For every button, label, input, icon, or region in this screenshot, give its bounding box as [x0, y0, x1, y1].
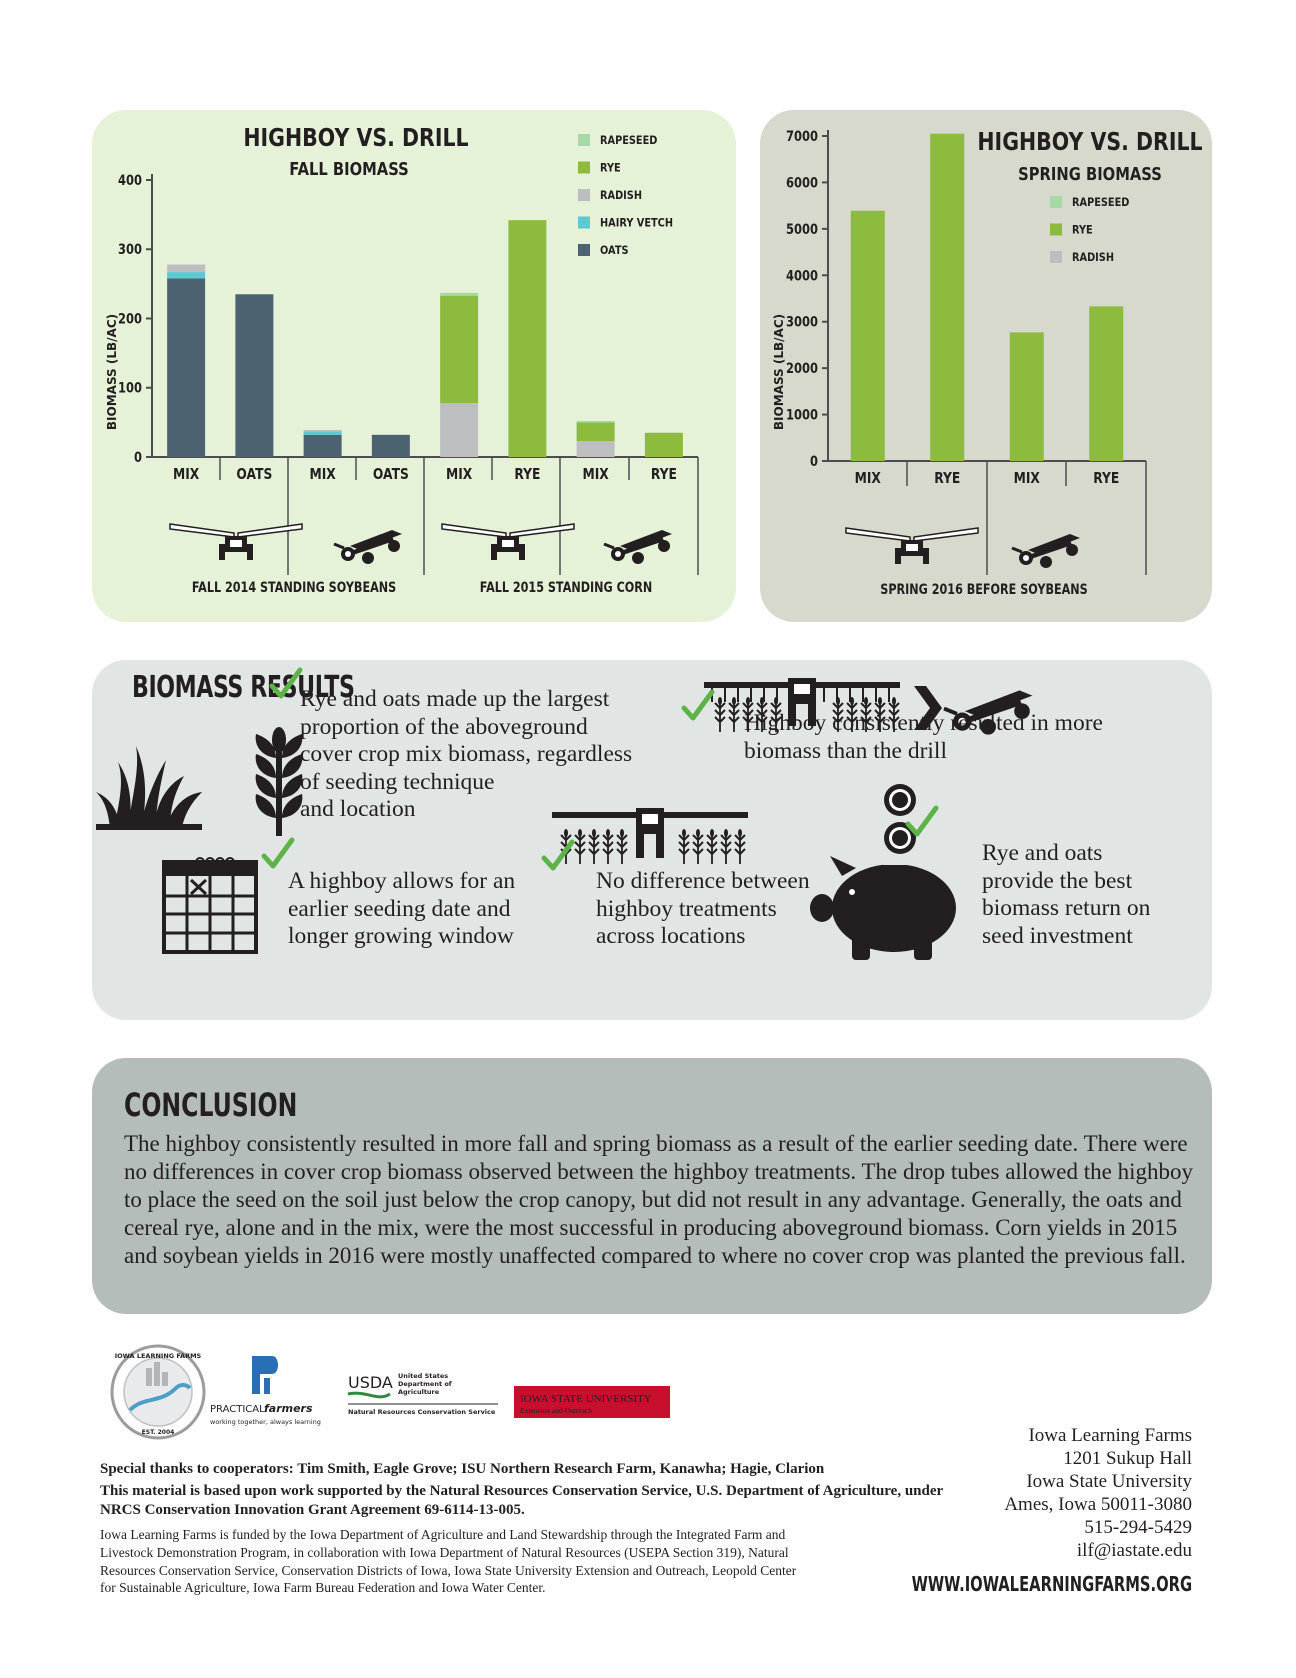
legend-swatch — [1050, 224, 1062, 236]
bar-segment-radish — [167, 264, 205, 272]
checkmark-icon — [684, 692, 712, 718]
contact-address — [1004, 1424, 1192, 1562]
usda-nrcs-text: Natural Resources Conservation Service — [348, 1408, 496, 1416]
x-category-label: RYE — [934, 469, 961, 488]
result-line: cover crop mix biomass, regardless — [300, 741, 633, 767]
highboy-icon — [846, 528, 978, 564]
usda-dept-line-2: Department of — [398, 1380, 452, 1388]
spring-chart-subtitle: SPRING BIOMASS — [1018, 163, 1162, 185]
result-rye-oats-largest — [300, 686, 632, 824]
website-link[interactable]: WWW.IOWALEARNINGFARMS.ORG — [911, 1572, 1192, 1596]
legend-swatch — [1050, 196, 1062, 208]
spring-group-label: SPRING 2016 BEFORE SOYBEANS — [880, 580, 1088, 598]
fall-chart-subtitle: FALL BIOMASS — [289, 158, 409, 180]
result-highboy-more-biomass — [744, 710, 1103, 765]
x-category-label: RYE — [514, 465, 541, 484]
footer-support: This material is based upon work supported by the Natural Resources Conservation Service, U.S. Department of Agriculture, under NRCS Conservation Innovation Grant Agreement 69-6114-13-005. — [100, 1483, 943, 1518]
y-tick-label: 7000 — [786, 128, 818, 146]
drill-icon — [334, 530, 402, 564]
result-line: Highboy consistently resulted in more — [744, 710, 1103, 736]
drill-icon — [604, 530, 672, 564]
checkmark-icon — [544, 842, 572, 868]
result-no-difference — [596, 868, 810, 951]
spring-chart-title: HIGHBOY VS. DRILL — [977, 128, 1203, 157]
result-line: biomass return on — [982, 895, 1151, 921]
result-line: longer growing window — [288, 923, 514, 949]
y-tick-label: 5000 — [786, 221, 818, 239]
result-line: No difference between — [596, 868, 810, 894]
bar-segment-rye — [851, 211, 885, 461]
x-category-label: OATS — [372, 465, 409, 484]
legend-label: RADISH — [1072, 250, 1115, 265]
ilf-logo-text: IOWA LEARNING FARMS — [114, 1352, 202, 1360]
highboy-icon — [442, 524, 574, 560]
piggy-bank-icon — [810, 856, 956, 960]
bar-segment-rye — [1089, 306, 1123, 461]
bar-segment-rye — [440, 296, 478, 403]
footer-thanks: Special thanks to cooperators: Tim Smith, Eagle Grove; ISU Northern Research Farm, Kanawha; Hagie, Clarion — [100, 1461, 825, 1477]
result-line: A highboy allows for an — [288, 868, 516, 894]
y-tick-label: 1000 — [786, 407, 818, 424]
bar-segment-hairy-vetch — [167, 272, 205, 278]
legend-swatch — [578, 134, 590, 146]
result-line: earlier seeding date and — [288, 895, 511, 922]
bar-segment-rapeseed — [440, 293, 478, 296]
result-best-return — [982, 840, 1150, 950]
calendar-icon — [164, 858, 256, 952]
result-line: across locations — [596, 923, 746, 949]
bar-segment-oats — [167, 278, 205, 457]
x-category-label: OATS — [236, 465, 273, 484]
practical-farmers-logo — [210, 1356, 321, 1426]
bar-segment-rapeseed — [577, 421, 615, 422]
y-tick-label: 300 — [118, 242, 142, 259]
x-category-label: RYE — [1093, 469, 1120, 488]
legend-swatch — [1050, 251, 1062, 263]
coin-wheat-icon — [884, 784, 916, 854]
bar-segment-radish — [440, 403, 478, 457]
fall-biomass-panel — [92, 110, 736, 622]
address-line: Ames, Iowa 50011-3080 — [1004, 1494, 1192, 1515]
grass-icon — [96, 746, 202, 830]
checkmark-icon — [264, 840, 292, 866]
legend-swatch — [578, 189, 590, 201]
pfi-logo-tagline: working together, always learning — [210, 1418, 321, 1426]
y-tick-label: 2000 — [786, 361, 818, 378]
bar-segment-radish — [577, 441, 615, 457]
result-line: proportion of the aboveground — [300, 713, 588, 740]
usda-logo-text: USDA — [348, 1373, 393, 1392]
spring-biomass-chart — [760, 110, 1212, 622]
stalks-row-2 — [561, 829, 745, 864]
bar-segment-rye — [508, 220, 546, 457]
ilf-logo-est: EST. 2004 — [141, 1429, 175, 1436]
conclusion-text: The highboy consistently resulted in more fall and spring biomass as a result of the earlier seeding date. There were no differences in cover crop biomass observed between the highboy treatments. The drop tubes allowed the highboy to place the seed on the soil just below the crop canopy, but did not result in any advantage. Generally, the oats and cereal rye, alone and in the mix, were the most successful in producing aboveground biomass. Corn yields in 2015 and soybean yields in 2016 were mostly unaffected compared to where no cover crop was planted the previous fall. — [124, 1131, 1193, 1268]
checkmark-icon — [908, 808, 936, 834]
result-line: seed investment — [982, 922, 1133, 949]
pfi-logo-name-1: PRACTICAL — [210, 1404, 265, 1415]
biomass-results-panel — [92, 660, 1212, 1020]
spring-biomass-panel — [760, 110, 1212, 622]
result-line: and location — [300, 796, 416, 822]
result-line: highboy treatments — [596, 895, 777, 922]
bar-segment-oats — [235, 294, 273, 457]
legend-label: RYE — [600, 160, 621, 175]
drill-icon — [1012, 534, 1080, 568]
address-email: ilf@iastate.edu — [1076, 1540, 1192, 1561]
address-phone: 515-294-5429 — [1084, 1517, 1192, 1538]
bar-segment-oats — [372, 435, 410, 457]
fall-chart-title: HIGHBOY VS. DRILL — [243, 124, 469, 153]
legend-label: RAPESEED — [600, 133, 658, 148]
legend-label: RADISH — [600, 188, 643, 203]
iowa-learning-farms-logo — [112, 1346, 204, 1438]
y-tick-label: 3000 — [786, 314, 818, 332]
bar-segment-oats — [304, 435, 342, 457]
x-category-label: MIX — [1013, 469, 1040, 488]
bar-segment-hairy-vetch — [304, 431, 342, 434]
usda-nrcs-logo — [348, 1372, 498, 1416]
highboy-icon — [170, 524, 302, 560]
pfi-logo-name-2: farmers — [264, 1402, 313, 1415]
x-category-label: MIX — [445, 465, 473, 484]
y-tick-label: 4000 — [786, 268, 818, 285]
result-line: provide the best — [982, 867, 1133, 894]
legend-swatch — [578, 217, 590, 229]
result-earlier-seeding — [288, 868, 515, 951]
legend-swatch — [578, 162, 590, 174]
result-line: of seeding technique — [300, 768, 495, 795]
address-line: Iowa State University — [1026, 1471, 1192, 1492]
result-line: Rye and oats — [982, 840, 1103, 866]
bar-segment-radish — [304, 430, 342, 431]
y-tick-label: 400 — [118, 172, 142, 190]
address-line: Iowa Learning Farms — [1028, 1425, 1192, 1446]
results-title: BIOMASS RESULTS — [132, 670, 355, 705]
fall-biomass-chart — [92, 110, 736, 622]
x-category-label: RYE — [650, 465, 677, 484]
fall-group-label-2015: FALL 2015 STANDING CORN — [479, 578, 653, 596]
fall-group-label-2014: FALL 2014 STANDING SOYBEANS — [191, 578, 397, 596]
legend-swatch — [578, 244, 590, 256]
x-category-label: MIX — [582, 465, 609, 484]
y-tick-label: 0 — [810, 453, 818, 471]
isu-logo-text: IOWA STATE UNIVERSITY — [520, 1393, 652, 1405]
x-category-label: MIX — [309, 465, 336, 484]
result-line: Rye and oats made up the largest — [300, 686, 610, 712]
footer-funding: Iowa Learning Farms is funded by the Iowa Department of Agriculture and Land Stewardship through the Integrated Farm and Livestock Demonstration Program, in collaboration with Iowa Department of Natural Resources (USEPA Section 319), Natural Resources Conservation Service, Conservation Districts of Iowa, Iowa State University Extension and Outreach, Leopold Center for Sustainable Agriculture, Iowa Farm Bureau Federation and Iowa Water Center. — [100, 1527, 797, 1596]
usda-dept-line-3: Agriculture — [398, 1388, 440, 1396]
checkmark-icon — [272, 670, 300, 696]
y-tick-label: 6000 — [786, 175, 818, 192]
isu-extension-logo — [514, 1386, 670, 1418]
bar-segment-rye — [930, 134, 964, 461]
wheat-icon — [256, 727, 303, 836]
fall-y-axis-label: BIOMASS (LB/AC) — [105, 313, 119, 431]
y-tick-label: 200 — [118, 311, 142, 328]
conclusion-panel — [92, 1058, 1212, 1314]
bar-segment-rye — [577, 422, 615, 441]
spring-y-axis-label: BIOMASS (LB/AC) — [772, 313, 786, 431]
partner-logos — [100, 1344, 700, 1454]
legend-label: RYE — [1072, 222, 1093, 237]
legend-label: HAIRY VETCH — [600, 215, 674, 230]
result-line: biomass than the drill — [744, 737, 947, 764]
bar-segment-rye — [1010, 332, 1044, 461]
legend-label: RAPESEED — [1072, 195, 1130, 210]
x-category-label: MIX — [854, 469, 881, 488]
address-line: 1201 Sukup Hall — [1063, 1448, 1192, 1469]
y-tick-label: 0 — [134, 449, 142, 467]
conclusion-title: CONCLUSION — [124, 1086, 298, 1124]
x-category-label: MIX — [172, 465, 200, 484]
legend-label: OATS — [600, 243, 629, 258]
y-tick-label: 100 — [118, 380, 142, 398]
usda-dept-line-1: United States — [398, 1372, 449, 1380]
isu-logo-sub: Extension and Outreach — [520, 1406, 593, 1415]
bar-segment-rye — [645, 433, 683, 457]
